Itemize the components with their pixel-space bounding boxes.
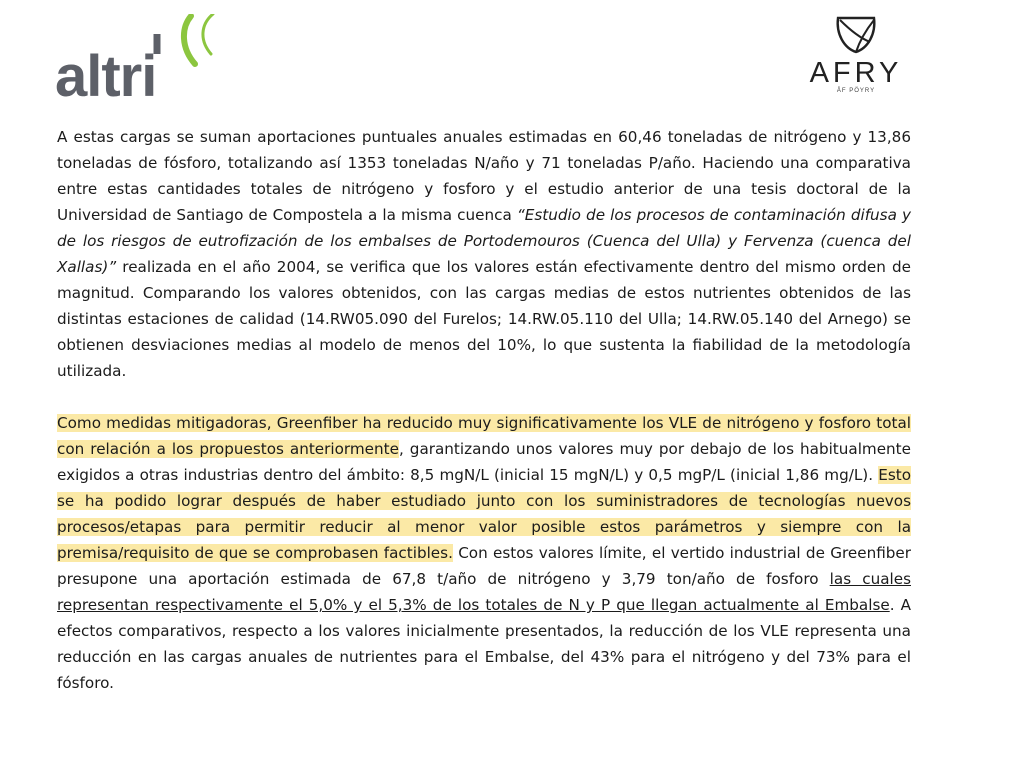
altri-logo bbox=[55, 14, 215, 109]
paragraph-2 bbox=[57, 410, 911, 696]
paragraph-1-text-a: A estas cargas se suman aportaciones puntuales anuales estimadas en 60,46 toneladas de nitrógeno y 13,86 toneladas de fósforo, totalizando así 1353 toneladas N/año y 71 toneladas P/año. Haciendo una comparativa entre estas cantidades totales de nitrógeno y fosforo y el estudio anterior de una tesis doctoral de la Universidad de Santiago de Compostela a la misma cuenca bbox=[57, 128, 911, 224]
afry-logo-text: AFRY bbox=[809, 57, 903, 89]
paragraph-2-text-b: Con estos valores límite, el vertido industrial de Greenfiber presupone una aportación estimada de 67,8 t/año de nitrógeno y 3,79 ton/año de fosforo bbox=[57, 544, 911, 588]
afry-leaf-mark-icon bbox=[834, 12, 878, 54]
document-body bbox=[57, 124, 911, 722]
altri-leaf-mark-icon bbox=[151, 14, 215, 74]
afry-logo bbox=[798, 12, 914, 102]
paragraph-1-text-b: realizada en el año 2004, se verifica que los valores están efectivamente dentro del mismo orden de magnitud. Comparando los valores obtenidos, con las cargas medias de estos nutrientes obtenidos de las distintas estaciones de calidad (14.RW05.090 del Furelos; 14.RW.05.110 del Ulla; 14.RW.05.140 del Arnego) se obtienen desviaciones medias al modelo de menos del 10%, lo que sustenta la fiabilidad de la metodología utilizada. bbox=[57, 258, 911, 380]
altri-logo-text: altri bbox=[55, 44, 157, 109]
afry-logo-subtext: ÅF PÖYRY bbox=[836, 88, 876, 94]
underlined-percentages: las cuales representan respectivamente el 5,0% y el 5,3% de los totales de N y P que llegan actualmente al Embalse bbox=[57, 570, 911, 614]
highlight-mitigation: Como medidas mitigadoras, Greenfiber ha reducido muy significativamente los VLE de nitrógeno y fosforo total con relación a los propuestos anteriormente bbox=[57, 414, 911, 458]
highlight-process: Esto se ha podido lograr después de haber estudiado junto con los suministradores de tecnologías nuevos procesos/etapas para permitir reducir al menor valor posible estos parámetros y siempre con la premisa/requisito de que se comprobasen factibles. bbox=[57, 466, 911, 562]
study-title: “Estudio de los procesos de contaminación difusa y de los riesgos de eutrofización de los embalses de Portodemouros (Cuenca del Ulla) y Fervenza (cuenca del Xallas)” bbox=[57, 206, 911, 276]
paragraph-2-text-c: . A efectos comparativos, respecto a los valores inicialmente presentados, la reducción de los VLE representa una reducción en las cargas anuales de nutrientes para el Embalse, del 43% para el nitrógeno y del 73% para el fósforo. bbox=[57, 596, 912, 692]
paragraph-2-text-a: , garantizando unos valores muy por debajo de los habitualmente exigidos a otras industrias dentro del ámbito: 8,5 mgN/L (inicial 15 mgN/L) y 0,5 mgP/L (inicial 1,86 mg/L). bbox=[57, 440, 911, 484]
paragraph-1 bbox=[57, 124, 911, 384]
